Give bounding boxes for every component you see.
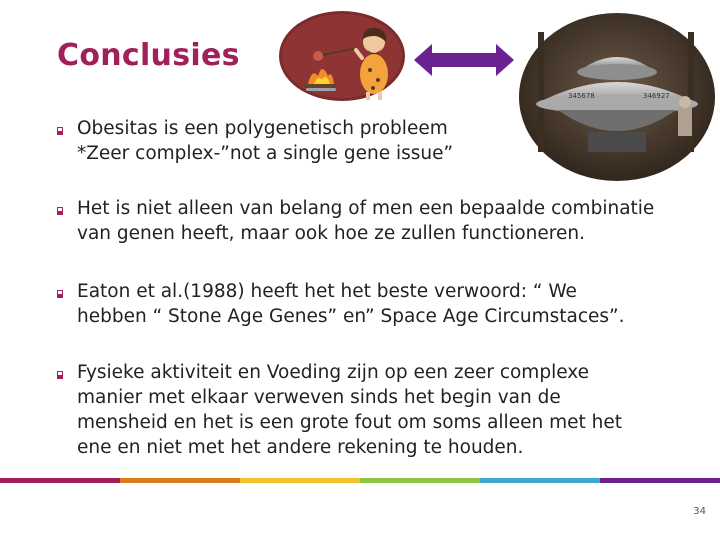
footer-segment — [240, 478, 360, 483]
footer-segment — [600, 478, 720, 483]
bullet-line: Fysieke aktiviteit en Voeding zijn op een zeer complexe — [77, 362, 590, 383]
bullet-line: hebben “ Stone Age Genes” en” Space Age Circumstaces”. — [77, 306, 625, 327]
footer-segment — [480, 478, 600, 483]
bullet-marker-icon — [57, 127, 63, 135]
bullet-line: manier met elkaar verweven sinds het begin van de — [77, 387, 561, 408]
bullet-marker-icon — [57, 207, 63, 215]
ufo-label-left: 345678 — [568, 92, 595, 100]
bullet-line: van genen heeft, maar ook hoe ze zullen functioneren. — [77, 223, 585, 244]
bullet-line: *Zeer complex-”not a single gene issue” — [77, 143, 454, 164]
bullet-line: mensheid en het is een grote fout om soms alleen met het — [77, 412, 622, 433]
bullet-line: ene en niet met het andere rekening te houden. — [77, 437, 524, 458]
bullet-line: Obesitas is een polygenetisch probleem — [77, 118, 448, 139]
slide-title: Conclusies — [57, 38, 240, 73]
bullet-marker-icon — [57, 290, 63, 298]
footer-segment — [0, 478, 120, 483]
bullet-line: Eaton et al.(1988) heeft het het beste verwoord: “ We — [77, 281, 577, 302]
footer-color-bar — [0, 478, 720, 483]
ufo-label-right: 346927 — [643, 92, 670, 100]
bullet-marker-icon — [57, 371, 63, 379]
footer-segment — [360, 478, 480, 483]
bullet-line: Het is niet alleen van belang of men een bepaalde combinatie — [77, 198, 655, 219]
footer-segment — [120, 478, 240, 483]
page-number: 34 — [693, 506, 706, 517]
